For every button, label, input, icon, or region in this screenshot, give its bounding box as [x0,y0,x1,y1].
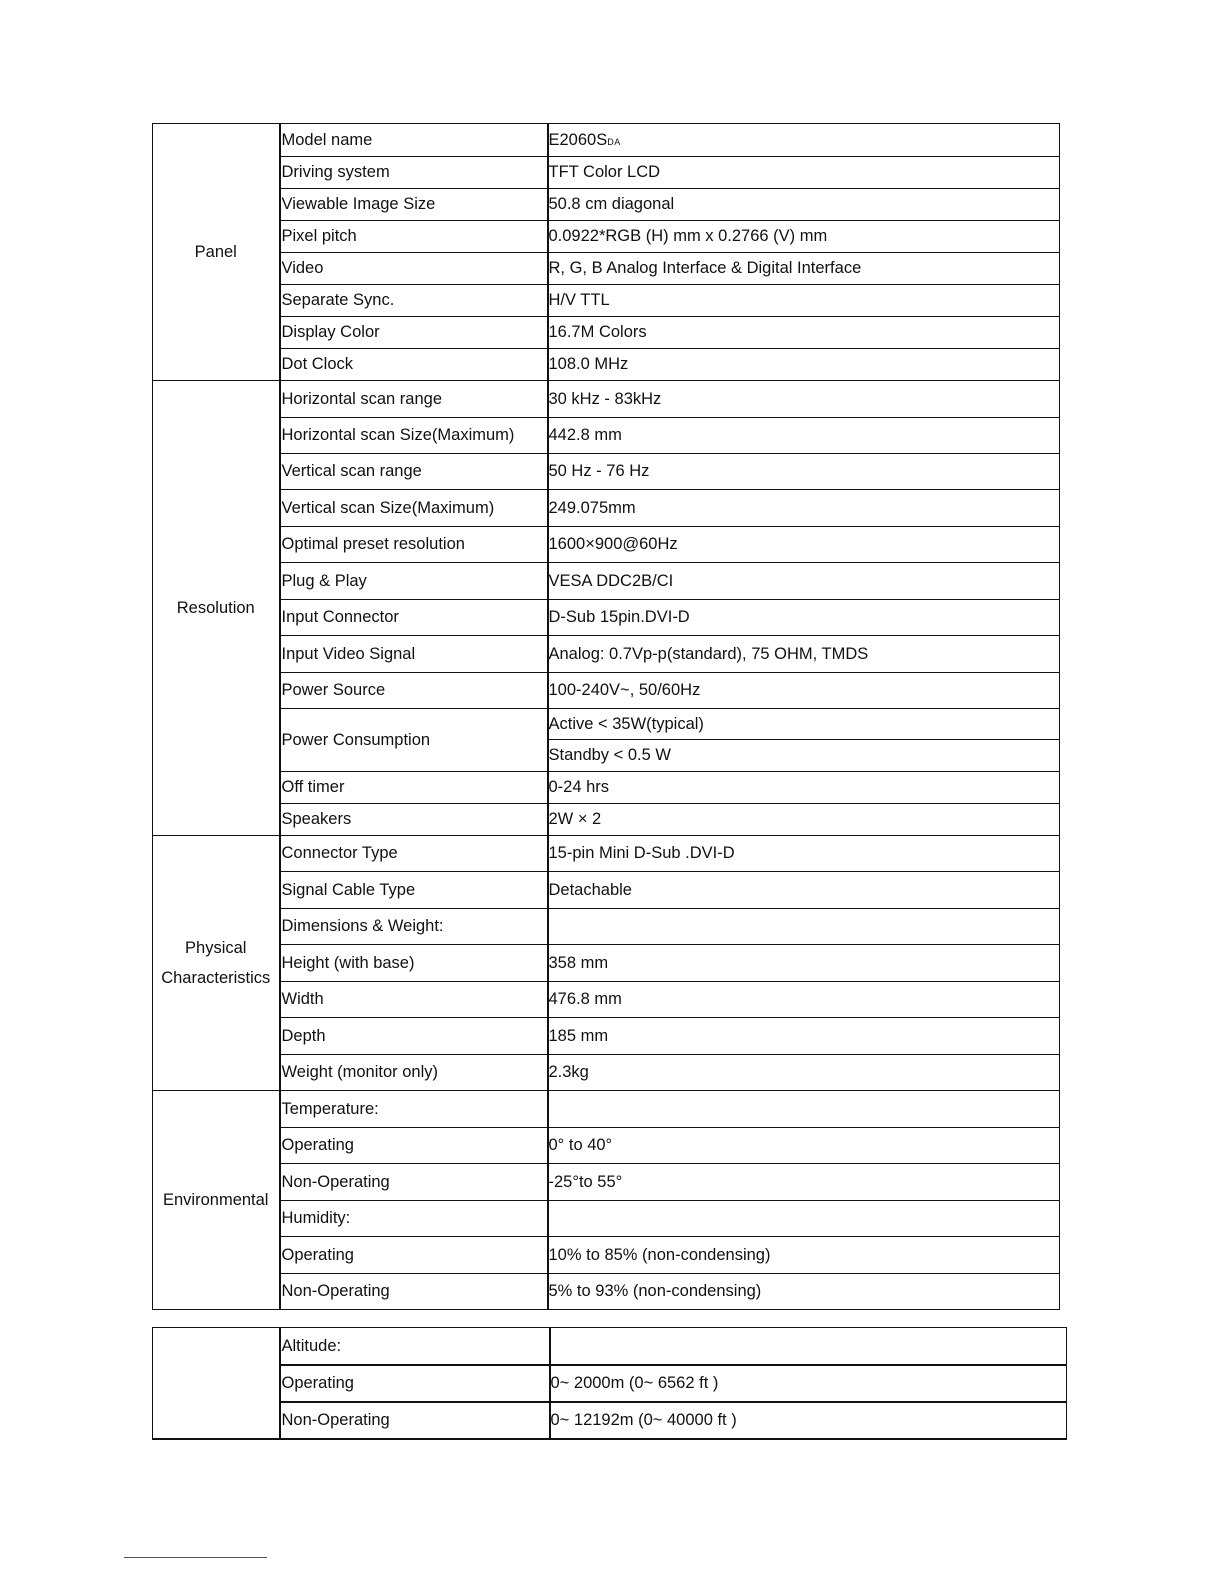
table-row [153,1328,1067,1365]
table-row [153,1091,1060,1128]
table-row [153,1237,1060,1274]
table-row [153,285,1060,317]
table-row [153,772,1060,804]
altitude-table [152,1327,1067,1440]
spec-label: Plug & Play [280,563,548,600]
spec-value [550,1328,1067,1365]
spec-value: 0-24 hrs [548,772,1060,804]
table-row [153,945,1060,982]
spec-value: TFT Color LCD [548,157,1060,189]
spec-value: 442.8 mm [548,418,1060,454]
spec-label: Display Color [280,317,548,349]
spec-value: Detachable [548,872,1060,909]
spec-value: 2W × 2 [548,804,1060,836]
section-label-physical: Physical Characteristics [153,836,280,1091]
spec-label: Non-Operating [280,1164,548,1201]
spec-label: Dimensions & Weight: [280,909,548,945]
table-row [153,454,1060,490]
spec-label: Operating [280,1365,550,1402]
spec-value: 0~ 12192m (0~ 40000 ft ) [550,1402,1067,1439]
table-row [153,253,1060,285]
spec-label: Width [280,982,548,1018]
spec-label: Non-Operating [280,1402,550,1439]
spec-label: Power Source [280,673,548,709]
table-row [153,189,1060,221]
spec-value: 0~ 2000m (0~ 6562 ft ) [550,1365,1067,1402]
spec-value: Analog: 0.7Vp-p(standard), 75 OHM, TMDS [548,636,1060,673]
table-row [153,490,1060,527]
spec-label: Pixel pitch [280,221,548,253]
spec-value: -25°to 55° [548,1164,1060,1201]
spec-label: Off timer [280,772,548,804]
spec-label: Operating [280,1128,548,1164]
spec-label: Separate Sync. [280,285,548,317]
spec-label: Horizontal scan range [280,381,548,418]
spec-value: 100-240V~, 50/60Hz [548,673,1060,709]
spec-value: 185 mm [548,1018,1060,1055]
table-row [153,872,1060,909]
spec-label: Temperature: [280,1091,548,1128]
spec-value: 249.075mm [548,490,1060,527]
table-row [153,1402,1067,1439]
spec-label: Non-Operating [280,1274,548,1310]
spec-label: Height (with base) [280,945,548,982]
spec-label: Speakers [280,804,548,836]
spec-value [548,124,1060,157]
spec-value: VESA DDC2B/CI [548,563,1060,600]
spec-value: 2.3kg [548,1055,1060,1091]
table-row [153,349,1060,381]
spec-value [548,909,1060,945]
section-label-environmental: Environmental [153,1091,280,1310]
spec-value: 476.8 mm [548,982,1060,1018]
spec-value: R, G, B Analog Interface & Digital Interface [548,253,1060,285]
table-row [153,563,1060,600]
spec-value [548,1201,1060,1237]
spec-value: H/V TTL [548,285,1060,317]
table-row [153,1201,1060,1237]
table-row [153,1018,1060,1055]
spec-value [548,1091,1060,1128]
spec-label: Connector Type [280,836,548,872]
table-row [153,221,1060,253]
specifications-table [152,123,1060,1310]
spec-label: Viewable Image Size [280,189,548,221]
spec-value: Active < 35W(typical) [548,709,1060,740]
spec-value: 30 kHz - 83kHz [548,381,1060,418]
spec-label: Input Video Signal [280,636,548,673]
spec-value: 0.0922*RGB (H) mm x 0.2766 (V) mm [548,221,1060,253]
table-row [153,1128,1060,1164]
table-row [153,157,1060,189]
spec-label: Optimal preset resolution [280,527,548,563]
spec-value: 358 mm [548,945,1060,982]
spec-value: 108.0 MHz [548,349,1060,381]
table-row [153,982,1060,1018]
table-row [153,836,1060,872]
spec-value: 15-pin Mini D-Sub .DVI-D [548,836,1060,872]
spec-label: Humidity: [280,1201,548,1237]
table-row [153,1164,1060,1201]
spec-value: Standby < 0.5 W [548,740,1060,772]
table-row [153,1274,1060,1310]
table-row [153,418,1060,454]
spec-label: Weight (monitor only) [280,1055,548,1091]
spec-value: 16.7M Colors [548,317,1060,349]
spec-label: Depth [280,1018,548,1055]
spec-label: Altitude: [280,1328,550,1365]
spec-label: Driving system [280,157,548,189]
spec-value: 0° to 40° [548,1128,1060,1164]
footnote-divider [124,1557,267,1558]
model-name-suffix: DA [607,136,621,147]
spec-label: Model name [280,124,548,157]
section-label-panel: Panel [153,124,280,381]
spec-value: 50 Hz - 76 Hz [548,454,1060,490]
table-row [153,804,1060,836]
spec-label: Dot Clock [280,349,548,381]
spec-label: Vertical scan range [280,454,548,490]
spec-label: Power Consumption [280,709,548,772]
table-row [153,909,1060,945]
spec-value: 5% to 93% (non-condensing) [548,1274,1060,1310]
table-row [153,527,1060,563]
spec-label: Horizontal scan Size(Maximum) [280,418,548,454]
table-row [153,1055,1060,1091]
table-row [153,124,1060,157]
table-row [153,1365,1067,1402]
spec-value: D-Sub 15pin.DVI-D [548,600,1060,636]
section-label-altitude [153,1328,280,1439]
table-row [153,381,1060,418]
spec-value: 50.8 cm diagonal [548,189,1060,221]
spec-label: Input Connector [280,600,548,636]
spec-label: Operating [280,1237,548,1274]
spec-label: Vertical scan Size(Maximum) [280,490,548,527]
model-name-value: E2060S [548,130,608,149]
table-row [153,317,1060,349]
spec-value: 10% to 85% (non-condensing) [548,1237,1060,1274]
spec-value: 1600×900@60Hz [548,527,1060,563]
table-row [153,600,1060,636]
spec-label: Signal Cable Type [280,872,548,909]
table-row [153,636,1060,673]
table-row [153,709,1060,740]
table-row [153,673,1060,709]
section-label-resolution: Resolution [153,381,280,836]
spec-label: Video [280,253,548,285]
